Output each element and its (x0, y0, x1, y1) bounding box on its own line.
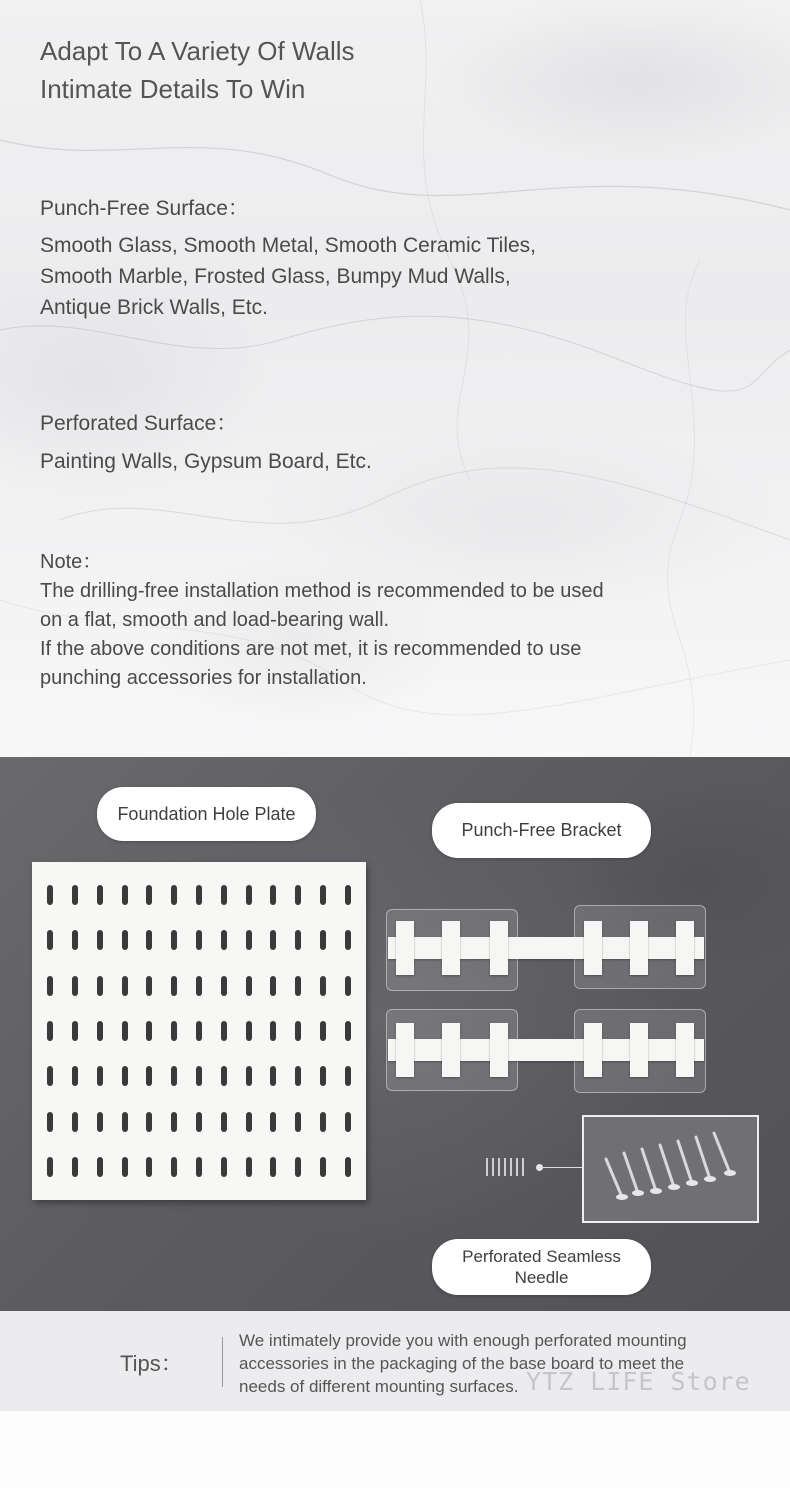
pegboard-slot (88, 1099, 113, 1144)
tips-divider (222, 1337, 223, 1387)
pegboard-slot (112, 1099, 137, 1144)
pegboard-slot (211, 917, 236, 962)
pegboard-slot (162, 872, 187, 917)
tips-line: We intimately provide you with enough perforated mounting (239, 1331, 687, 1350)
pegboard-image (32, 862, 366, 1200)
pegboard-slot (310, 917, 335, 962)
bracket-tab (490, 921, 508, 975)
pegboard-slot (187, 1054, 212, 1099)
pegboard-slot (187, 917, 212, 962)
needle-label-line-1: Perforated Seamless (462, 1247, 621, 1266)
perforated-line: Painting Walls, Gypsum Board, Etc. (40, 450, 372, 473)
pegboard-slot (335, 1145, 360, 1190)
pegboard-slot (88, 1008, 113, 1053)
label-foundation-hole-plate: Foundation Hole Plate (97, 787, 316, 841)
pegboard-slot (211, 963, 236, 1008)
pegboard-slot (261, 1099, 286, 1144)
bracket-tab (396, 921, 414, 975)
pegboard-slot (112, 1008, 137, 1053)
pegboard-slot (162, 1145, 187, 1190)
note-line: punching accessories for installation. (40, 667, 367, 689)
headline-line-2: Intimate Details To Win (40, 74, 306, 104)
pegboard-slot (211, 1054, 236, 1099)
pegboard-slot (112, 963, 137, 1008)
bracket-rail (388, 1039, 704, 1061)
product-photo (0, 757, 790, 1311)
pegboard-slot (187, 1145, 212, 1190)
pegboard-slot (187, 1099, 212, 1144)
pegboard-slot (112, 917, 137, 962)
pegboard-slot (88, 963, 113, 1008)
pegboard-slot (187, 1008, 212, 1053)
pegboard-slot (112, 872, 137, 917)
bracket-tab (584, 1023, 602, 1077)
punch-free-line: Antique Brick Walls, Etc. (40, 296, 268, 319)
pegboard-slot (286, 872, 311, 917)
pegboard-slot (286, 917, 311, 962)
pegboard-slot (211, 1008, 236, 1053)
pegboard-slot (63, 1054, 88, 1099)
pegboard-slot (162, 963, 187, 1008)
needle-zoom-box (582, 1115, 759, 1223)
pegboard-slot (310, 1099, 335, 1144)
pegboard-slot (310, 1054, 335, 1099)
pegboard-slot (187, 963, 212, 1008)
pegboard-slot (63, 872, 88, 917)
pegboard-slot (286, 1054, 311, 1099)
pegboard-slot (236, 872, 261, 917)
bracket-image-2 (386, 1009, 706, 1093)
pegboard-slot (38, 872, 63, 917)
pegboard-slot (211, 872, 236, 917)
pegboard-slot (310, 1008, 335, 1053)
perforated-list (40, 446, 372, 477)
pegboard-slot (63, 963, 88, 1008)
needles-closeup (584, 1117, 757, 1221)
bracket-tab (396, 1023, 414, 1077)
store-watermark: YTZ LIFE Store (526, 1367, 751, 1396)
pegboard-slot (236, 1099, 261, 1144)
note-line: on a flat, smooth and load-bearing wall. (40, 609, 390, 631)
headline (40, 32, 355, 108)
tips-bar (0, 1311, 790, 1411)
label-punch-free-bracket: Punch-Free Bracket (432, 803, 651, 858)
bracket-rail (388, 937, 704, 959)
pegboard-slot (335, 872, 360, 917)
pegboard-slot (261, 963, 286, 1008)
pegboard-slot (38, 963, 63, 1008)
pegboard-slot (112, 1145, 137, 1190)
pegboard-slot (236, 1145, 261, 1190)
pegboard-slot (137, 872, 162, 917)
pegboard-slot (137, 1099, 162, 1144)
pegboard-slot (137, 917, 162, 962)
bracket-tab (676, 1023, 694, 1077)
pegboard-slot (310, 1145, 335, 1190)
bracket-tab (630, 1023, 648, 1077)
pegboard-slot (261, 1008, 286, 1053)
pegboard-slot (286, 1145, 311, 1190)
pegboard-slot (88, 1054, 113, 1099)
note-line: If the above conditions are not met, it is recommended to use (40, 638, 582, 660)
bracket-tab (676, 921, 694, 975)
punch-free-list (40, 230, 536, 323)
punch-free-line: Smooth Glass, Smooth Metal, Smooth Ceramic Tiles, (40, 234, 537, 257)
pegboard-slot (38, 1099, 63, 1144)
bracket-tab (630, 921, 648, 975)
pegboard-slot (236, 1008, 261, 1053)
pegboard-slot (162, 917, 187, 962)
pegboard-slot (162, 1008, 187, 1053)
pegboard-slot (335, 917, 360, 962)
pegboard-slot (88, 1145, 113, 1190)
pegboard-slot (335, 1008, 360, 1053)
pegboard-slot (63, 1145, 88, 1190)
pegboard-slot (137, 1054, 162, 1099)
pegboard-slot (211, 1145, 236, 1190)
pegboard-slot (286, 1099, 311, 1144)
pegboard-slot (261, 872, 286, 917)
needle-label-line-2: Needle (514, 1268, 569, 1287)
pegboard-slot (162, 1054, 187, 1099)
bracket-tab (584, 921, 602, 975)
tips-label: Tips： (120, 1351, 183, 1376)
pegboard-slot (261, 1054, 286, 1099)
pegboard-slot (88, 872, 113, 917)
pegboard-slot (211, 1099, 236, 1144)
note-title: Note： (40, 551, 103, 573)
pegboard-slot (261, 1145, 286, 1190)
pegboard-slot (38, 917, 63, 962)
pegboard-slot (236, 917, 261, 962)
pegboard-slot (38, 1008, 63, 1053)
label-perforated-seamless-needle (432, 1239, 651, 1295)
pegboard-slot (261, 917, 286, 962)
pegboard-slot (335, 963, 360, 1008)
tips-line: needs of different mounting surfaces. (239, 1377, 519, 1396)
bracket-tab (442, 1023, 460, 1077)
pegboard-slot (88, 917, 113, 962)
pegboard-slot (63, 917, 88, 962)
pegboard-slot (286, 963, 311, 1008)
pegboard-slot (38, 1145, 63, 1190)
pegboard-slot (187, 872, 212, 917)
pegboard-slot (137, 963, 162, 1008)
pegboard-slot (310, 872, 335, 917)
pegboard-slot (63, 1099, 88, 1144)
pegboard-slot (236, 1054, 261, 1099)
pegboard-slot (137, 1008, 162, 1053)
small-nails-image (484, 1156, 530, 1178)
perforated-title: Perforated Surface： (40, 412, 238, 435)
note-block (40, 548, 604, 693)
punch-free-title: Punch-Free Surface： (40, 197, 249, 220)
headline-line-1: Adapt To A Variety Of Walls (40, 36, 355, 66)
bracket-tab (442, 921, 460, 975)
pegboard-slot (63, 1008, 88, 1053)
pegboard-slot (112, 1054, 137, 1099)
pegboard-slot (162, 1099, 187, 1144)
connector-line (540, 1167, 584, 1168)
punch-free-line: Smooth Marble, Frosted Glass, Bumpy Mud Walls, (40, 265, 511, 288)
pegboard-slot (236, 963, 261, 1008)
tips-line: accessories in the packaging of the base board to meet the (239, 1354, 685, 1373)
pegboard-slot (38, 1054, 63, 1099)
pegboard-slot (286, 1008, 311, 1053)
bracket-tab (490, 1023, 508, 1077)
pegboard-slot (310, 963, 335, 1008)
pegboard-slot (137, 1145, 162, 1190)
note-line: The drilling-free installation method is recommended to be used (40, 580, 604, 602)
pegboard-slot (335, 1054, 360, 1099)
pegboard-slot (335, 1099, 360, 1144)
bracket-image-1 (386, 905, 706, 989)
